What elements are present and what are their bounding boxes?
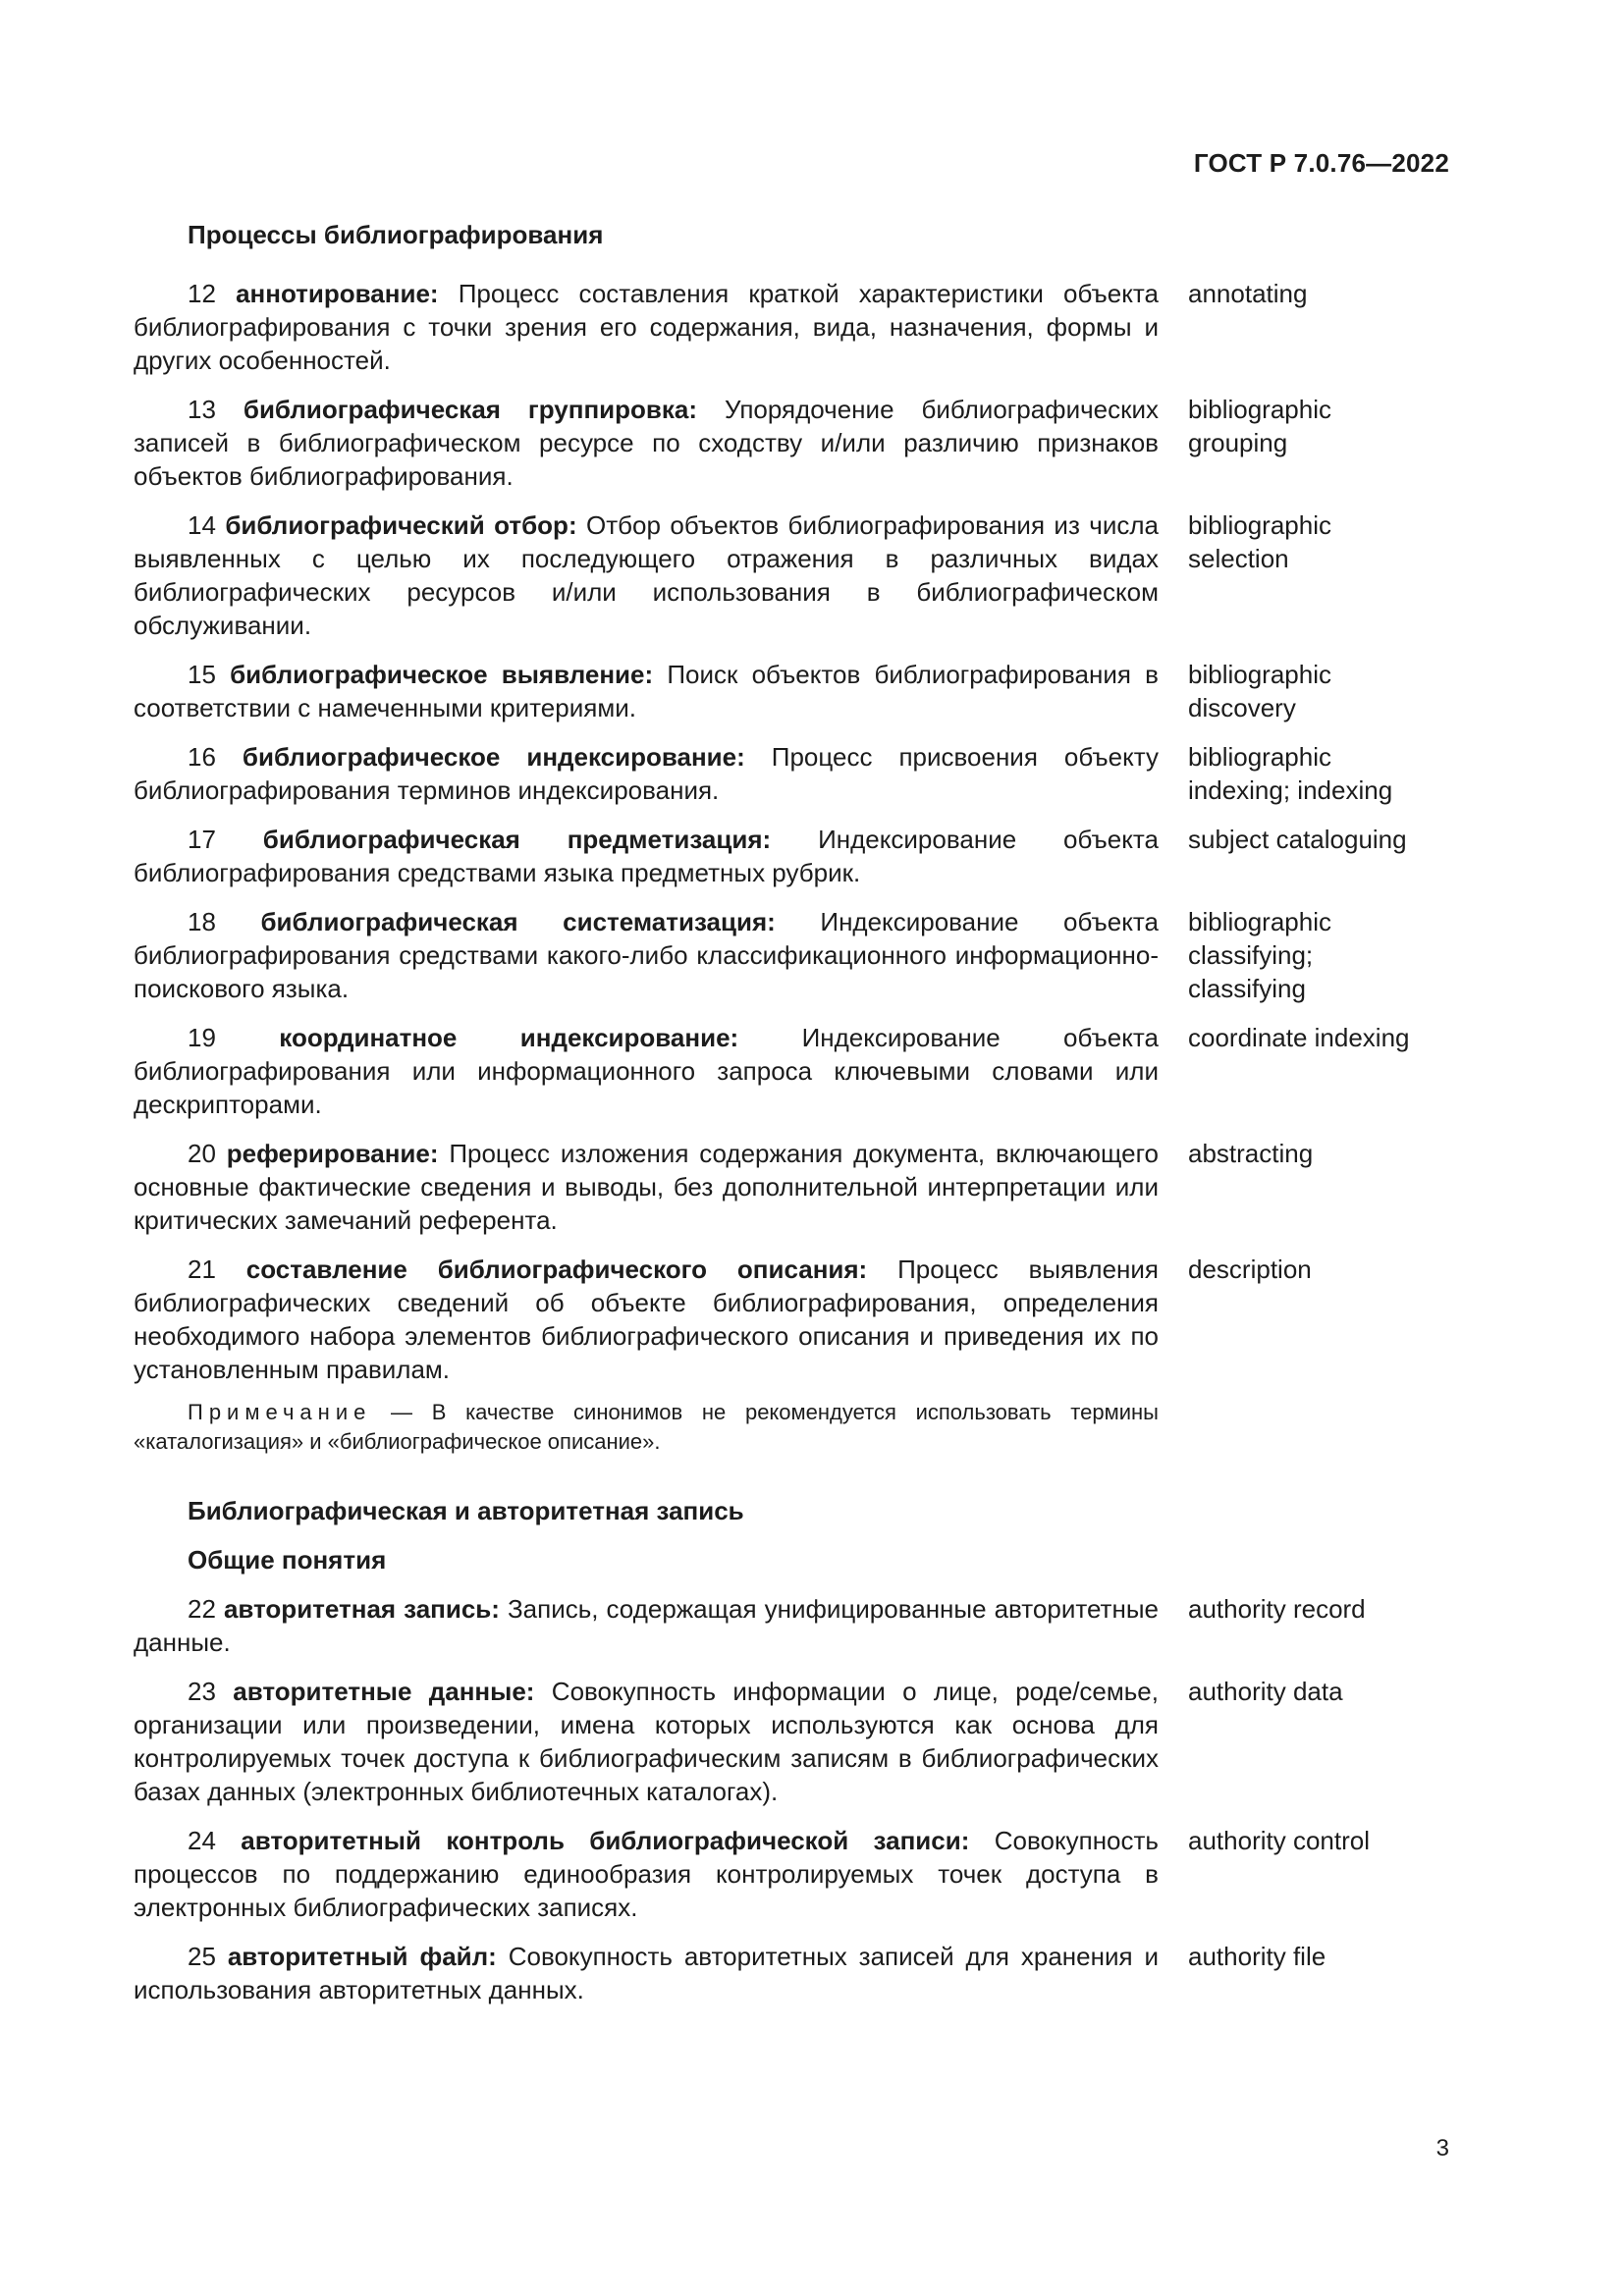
term-number: 21 xyxy=(188,1255,216,1284)
term-definition xyxy=(134,1940,1159,2006)
term-number: 13 xyxy=(188,395,216,424)
term-english: authority control xyxy=(1188,1826,1370,1855)
term-entry-19 xyxy=(134,1021,1449,1121)
term-name: библиографическая систематизация: xyxy=(260,907,776,936)
term-entry-25 xyxy=(134,1940,1449,2006)
term-number: 23 xyxy=(188,1677,216,1706)
term-english: coordinate indexing xyxy=(1188,1023,1410,1052)
note-paragraph xyxy=(134,1398,1159,1457)
term-entry-22 xyxy=(134,1592,1449,1659)
term-number: 18 xyxy=(188,907,216,936)
term-entry-16 xyxy=(134,740,1449,807)
term-name: авторитетная запись: xyxy=(223,1594,500,1624)
term-english: authority record xyxy=(1188,1594,1366,1624)
term-text: Совокупность информации о лице, роде/семье, организации или произведении, имена которых используются как основа для контролируемых точек доступа к библиографическим записям в библиографических базах данных (электронных библиотечных каталогах). xyxy=(134,1677,1159,1806)
term-text: Процесс присвоения объекту библиографирования терминов индексирования. xyxy=(134,742,1159,805)
note-label: Примечание xyxy=(188,1400,372,1424)
term-definition xyxy=(134,508,1159,642)
term-definition xyxy=(134,740,1159,807)
term-number: 20 xyxy=(188,1139,216,1168)
term-number: 25 xyxy=(188,1942,216,1971)
term-text: Запись, содержащая унифицированные авторитетные данные. xyxy=(134,1594,1159,1657)
term-text: Индексирование объекта библиографирования средствами языка предметных рубрик. xyxy=(134,825,1159,887)
term-name: библиографическое выявление: xyxy=(230,660,654,689)
term-name: библиографическая предметизация: xyxy=(262,825,772,854)
term-english: annotating xyxy=(1188,279,1308,308)
term-entry-15 xyxy=(134,658,1449,724)
term-text: Совокупность авторитетных записей для хранения и использования авторитетных данных. xyxy=(134,1942,1159,2004)
term-name: библиографическое индексирование: xyxy=(242,742,745,772)
term-english: bibliographic indexing; indexing xyxy=(1188,742,1393,805)
term-english: bibliographic classifying; classifying xyxy=(1188,907,1331,1003)
section-heading-processes: Процессы библиографирования xyxy=(188,220,604,249)
term-text: Процесс составления краткой характеристики объекта библиографирования с точки зрения его содержания, вида, назначения, формы и других особенностей. xyxy=(134,279,1159,375)
term-name: авторитетный файл: xyxy=(227,1942,497,1971)
term-number: 14 xyxy=(188,510,216,540)
term-text: Поиск объектов библиографирования в соответствии с намеченными критериями. xyxy=(134,660,1159,722)
term-definition xyxy=(134,1675,1159,1808)
term-definition xyxy=(134,1253,1159,1386)
term-name: библиографическая группировка: xyxy=(243,395,698,424)
term-name: составление библиографического описания: xyxy=(245,1255,868,1284)
note-text: — В качестве синонимов не рекомендуется использовать термины «каталогизация» и «библиографическое описание». xyxy=(134,1400,1159,1454)
term-number: 15 xyxy=(188,660,216,689)
term-entry-23 xyxy=(134,1675,1449,1808)
term-name: аннотирование: xyxy=(236,279,439,308)
term-number: 17 xyxy=(188,825,216,854)
term-english: subject cataloguing xyxy=(1188,825,1407,854)
term-english: bibliographic grouping xyxy=(1188,395,1331,457)
term-number: 24 xyxy=(188,1826,216,1855)
term-name: авторитетный контроль библиографической записи: xyxy=(241,1826,970,1855)
term-definition xyxy=(134,393,1159,493)
term-entry-17 xyxy=(134,823,1449,889)
term-number: 19 xyxy=(188,1023,216,1052)
term-text: Совокупность процессов по поддержанию единообразия контролируемых точек доступа в электронных библиографических записях. xyxy=(134,1826,1159,1922)
term-name: библиографический отбор: xyxy=(225,510,577,540)
term-text: Индексирование объекта библиографирования или информационного запроса ключевыми словами или дескрипторами. xyxy=(134,1023,1159,1119)
term-entry-18 xyxy=(134,905,1449,1005)
term-english: bibliographic discovery xyxy=(1188,660,1331,722)
term-english: description xyxy=(1188,1255,1312,1284)
term-english: authority data xyxy=(1188,1677,1343,1706)
term-definition xyxy=(134,1021,1159,1121)
term-text: Процесс изложения содержания документа, включающего основные фактические сведения и выводы, без дополнительной интерпретации или критических замечаний референта. xyxy=(134,1139,1159,1235)
term-name: авторитетные данные: xyxy=(233,1677,535,1706)
term-entry-13 xyxy=(134,393,1449,493)
term-text: Отбор объектов библиографирования из числа выявленных с целью их последующего отражения в различных видах библиографических ресурсов и/или использования в библиографическом обслуживании. xyxy=(134,510,1159,640)
term-definition xyxy=(134,1137,1159,1237)
term-definition xyxy=(134,277,1159,377)
section-heading-general: Общие понятия xyxy=(188,1545,387,1575)
term-name: реферирование: xyxy=(226,1139,439,1168)
page-content xyxy=(134,218,1449,2022)
term-number: 22 xyxy=(188,1594,216,1624)
term-number: 12 xyxy=(188,279,216,308)
term-text: Упорядочение библиографических записей в библиографическом ресурсе по сходству и/или различию признаков объектов библиографирования. xyxy=(134,395,1159,491)
term-definition xyxy=(134,1592,1159,1659)
term-english: bibliographic selection xyxy=(1188,510,1331,573)
section-heading-records: Библиографическая и авторитетная запись xyxy=(188,1496,744,1525)
term-entry-21 xyxy=(134,1253,1449,1386)
term-text: Индексирование объекта библиографирования средствами какого-либо классификационного информационно-поискового языка. xyxy=(134,907,1159,1003)
term-definition xyxy=(134,823,1159,889)
term-entry-20 xyxy=(134,1137,1449,1237)
term-english: abstracting xyxy=(1188,1139,1314,1168)
term-english: authority file xyxy=(1188,1942,1326,1971)
term-name: координатное индексирование: xyxy=(279,1023,739,1052)
term-number: 16 xyxy=(188,742,216,772)
term-definition xyxy=(134,905,1159,1005)
term-text: Процесс выявления библиографических сведений об объекте библиографирования, определения необходимого набора элементов библиографического описания и приведения их по установленным правилам. xyxy=(134,1255,1159,1384)
document-code: ГОСТ Р 7.0.76—2022 xyxy=(1193,148,1449,178)
term-entry-24 xyxy=(134,1824,1449,1924)
term-definition xyxy=(134,1824,1159,1924)
page-number: 3 xyxy=(1435,2135,1449,2162)
term-entry-12 xyxy=(134,277,1449,377)
term-definition xyxy=(134,658,1159,724)
term-entry-14 xyxy=(134,508,1449,642)
